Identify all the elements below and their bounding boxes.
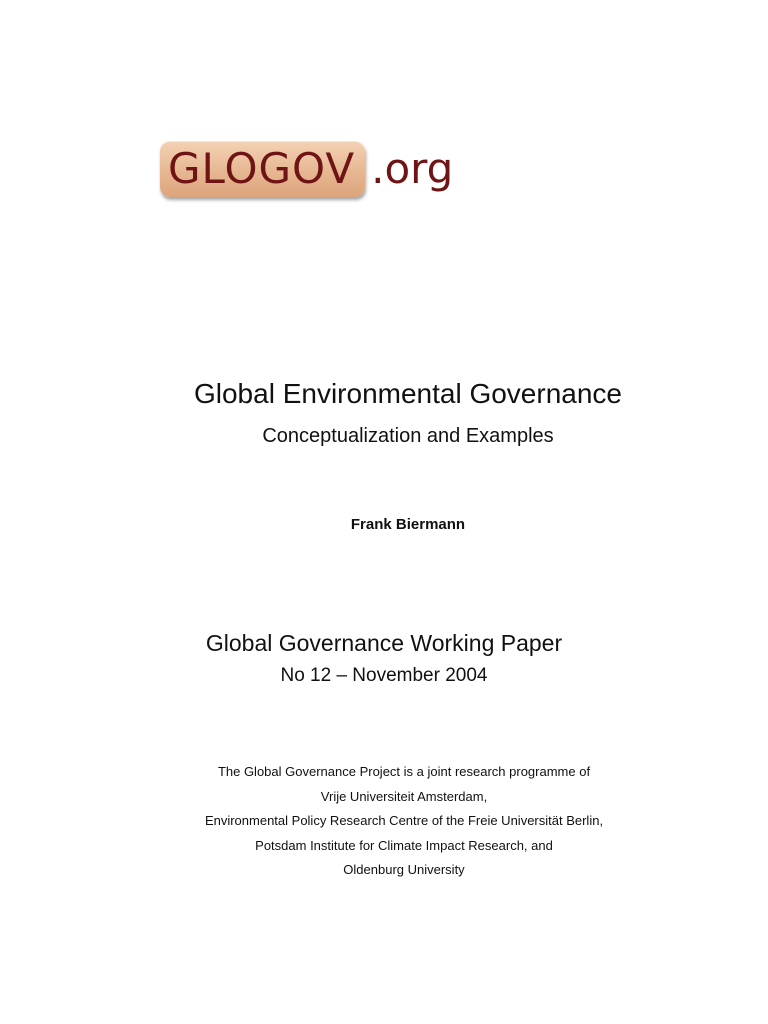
partner-line: Environmental Policy Research Centre of the Freie Universität Berlin,	[204, 813, 604, 828]
partner-line: Potsdam Institute for Climate Impact Research, and	[255, 837, 553, 853]
logo-main-text: GLOGOV	[168, 144, 356, 193]
paper-subtitle: Conceptualization and Examples	[262, 425, 554, 447]
partner-line: Vrije Universiteit Amsterdam,	[320, 788, 488, 804]
partner-line: Oldenburg University	[343, 862, 465, 877]
partners-intro: The Global Governance Project is a joint research programme of	[217, 764, 591, 779]
author-name: Frank Biermann	[350, 516, 466, 533]
glogov-logo	[160, 139, 453, 199]
series-name: Global Governance Working Paper	[205, 630, 563, 656]
logo-suffix-text: .org	[371, 144, 454, 193]
series-number: No 12 – November 2004	[280, 665, 488, 686]
paper-title: Global Environmental Governance	[193, 378, 622, 409]
partners-block	[0, 760, 768, 883]
logo-badge	[160, 141, 365, 197]
